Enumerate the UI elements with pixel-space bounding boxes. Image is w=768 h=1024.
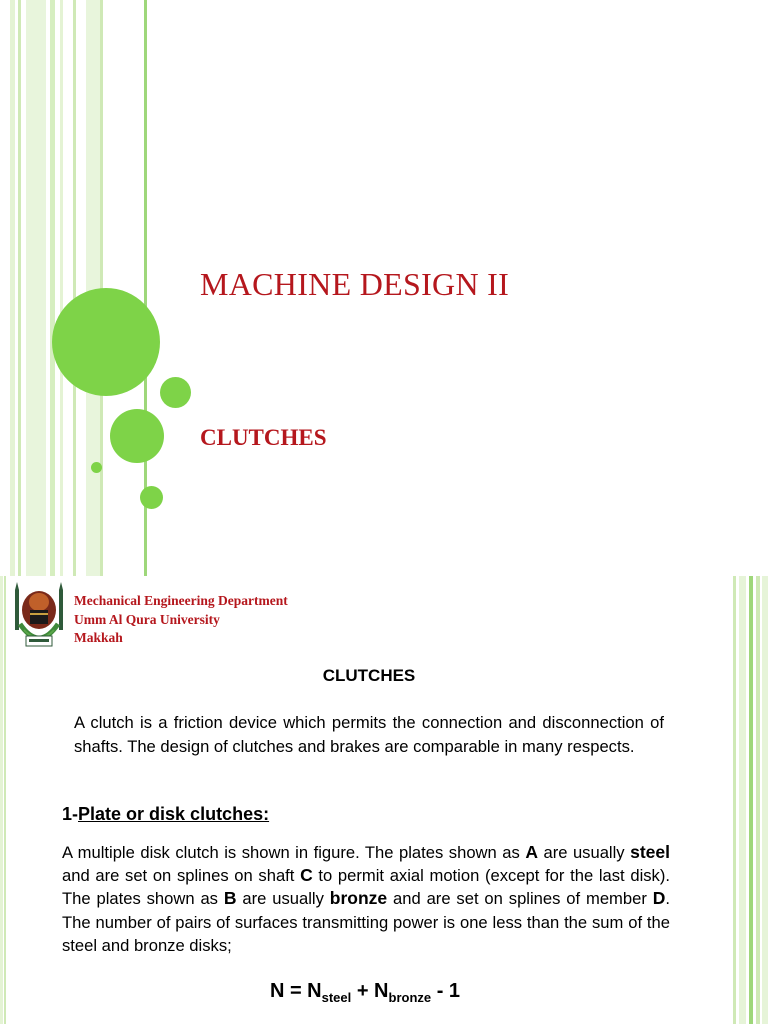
decor-circle-medium [110,409,164,463]
bold-term: C [300,865,313,886]
decor-stripe [762,576,768,1024]
bold-term: A [525,842,538,862]
decor-stripe [739,576,746,1024]
decor-stripe [18,0,21,576]
decor-stripe [60,0,63,576]
content-slide [0,576,768,1024]
subsection-title [62,804,269,825]
section-heading: CLUTCHES [322,666,416,685]
text-run: and are set on splines of member [387,889,653,909]
decor-stripe [733,576,736,1024]
text-run: and are set on splines on shaft [62,866,301,886]
decor-stripe [4,576,6,1024]
text-run: are usually [537,843,631,862]
department-line: Mechanical Engineering Department [74,593,288,608]
subsection-title-text: Plate or disk clutches: [78,804,270,824]
text-run: to permit axial motion (except for the last disk). The plates shown as [62,866,670,909]
decor-circle-small [160,377,191,408]
formula [0,980,730,1005]
slide-subtitle: CLUTCHES [200,425,327,450]
decor-circle-small [140,486,163,509]
text-run: are usually [236,889,330,909]
body-paragraph [62,841,670,957]
bold-term: D [652,888,666,909]
text-run: A multiple disk clutch is shown in figure. The plates shown as [62,843,526,862]
decor-stripe [50,0,55,576]
decor-stripe [26,0,46,576]
bold-term: B [223,888,237,909]
decor-circle-large [52,288,160,396]
formula-subscript: bronze [388,990,432,1005]
formula-part: N = N [269,980,322,1002]
formula-subscript: steel [321,990,352,1005]
university-line: Umm Al Qura University [74,611,220,627]
decor-stripe [749,576,753,1024]
bold-term: steel [630,842,670,862]
decor-stripe [10,0,15,576]
formula-part: - 1 [431,980,461,1002]
subsection-number: 1- [62,804,79,824]
text-run: . The number of pairs of surfaces transmitting power is one less than the sum of the steel and bronze disks; [62,889,670,955]
decor-stripe [0,576,3,1024]
university-seal-icon [12,580,66,654]
decor-circle-tiny [91,462,102,473]
city-line: Makkah [74,630,123,645]
decor-stripe [73,0,76,576]
decor-stripe [756,576,760,1024]
intro-paragraph: A clutch is a friction device which permits the connection and disconnection of shafts. The design of clutches and brakes are comparable in many respects. [74,713,664,756]
slide-title: MACHINE DESIGN II [200,266,510,302]
formula-part: + N [351,980,389,1002]
department-block [74,592,288,648]
bold-term: bronze [329,888,388,909]
